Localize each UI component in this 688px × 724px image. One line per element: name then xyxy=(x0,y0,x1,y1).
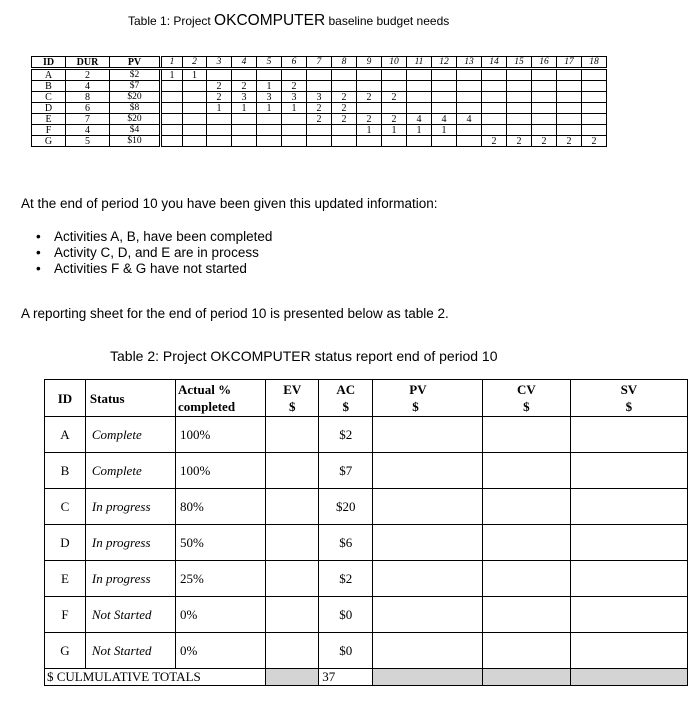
period-cell xyxy=(457,136,482,147)
planned-value-cell: $10 xyxy=(110,136,161,147)
actual-percent-cell: 0% xyxy=(176,597,266,633)
sv-cell xyxy=(570,489,687,525)
activity-row-d xyxy=(32,103,607,114)
period-cell xyxy=(207,125,232,136)
planned-value-cell: $8 xyxy=(110,103,161,114)
period-header: 18 xyxy=(582,57,607,69)
sv-cell xyxy=(570,633,687,669)
cv-total-cell xyxy=(482,669,570,686)
update-bullet-list xyxy=(36,229,272,277)
cv-cell xyxy=(482,633,570,669)
ac-cell: $6 xyxy=(319,525,373,561)
cumulative-totals-row xyxy=(45,669,688,686)
cv-cell xyxy=(482,453,570,489)
pv-total-cell xyxy=(373,669,483,686)
sv-cell xyxy=(570,561,687,597)
period-cell: 4 xyxy=(407,114,432,125)
intro-text: At the end of period 10 you have been given this updated information: xyxy=(21,196,438,211)
ac-cell: $2 xyxy=(319,561,373,597)
period-cell: 2 xyxy=(482,136,507,147)
cv-cell xyxy=(482,597,570,633)
status-id-cell: G xyxy=(45,633,86,669)
ev-cell xyxy=(266,633,319,669)
period-cell xyxy=(482,114,507,125)
period-cell xyxy=(207,136,232,147)
duration-cell: 6 xyxy=(66,103,110,114)
period-cell xyxy=(532,69,557,81)
ev-total-cell xyxy=(266,669,319,686)
table2-title: Table 2: Project OKCOMPUTER status report end of period 10 xyxy=(110,348,498,364)
period-header: 1 xyxy=(161,57,183,69)
period-cell xyxy=(161,103,183,114)
period-cell xyxy=(507,103,532,114)
sv-cell xyxy=(570,417,687,453)
table2-header-ev-line2: $ xyxy=(289,399,296,414)
period-cell xyxy=(582,103,607,114)
ac-cell: $0 xyxy=(319,633,373,669)
ev-cell xyxy=(266,417,319,453)
period-header: 2 xyxy=(183,57,207,69)
period-cell xyxy=(582,81,607,92)
period-header: 15 xyxy=(507,57,532,69)
period-cell: 2 xyxy=(332,103,357,114)
period-cell xyxy=(382,81,407,92)
period-cell xyxy=(207,69,232,81)
period-cell xyxy=(282,114,307,125)
bullet-item: • Activities A, B, have been completed xyxy=(36,229,272,245)
actual-percent-cell: 100% xyxy=(176,417,266,453)
cv-cell xyxy=(482,525,570,561)
duration-cell: 5 xyxy=(66,136,110,147)
period-header: 12 xyxy=(432,57,457,69)
actual-percent-cell: 50% xyxy=(176,525,266,561)
period-cell: 1 xyxy=(207,103,232,114)
period-cell xyxy=(532,125,557,136)
table1-title-prefix: Table 1: Project xyxy=(128,14,215,28)
period-cell xyxy=(183,92,207,103)
status-row-d xyxy=(45,525,688,561)
period-cell xyxy=(532,92,557,103)
period-cell xyxy=(357,69,382,81)
period-cell: 2 xyxy=(207,81,232,92)
table2-header-ac xyxy=(319,380,373,417)
period-cell xyxy=(507,114,532,125)
period-header: 13 xyxy=(457,57,482,69)
period-cell xyxy=(482,69,507,81)
table2-header-ev-line1: EV xyxy=(283,382,302,397)
period-cell: 2 xyxy=(532,136,557,147)
period-cell xyxy=(257,136,282,147)
cumulative-totals-label: $ CULMULATIVE TOTALS xyxy=(45,669,266,686)
period-cell: 4 xyxy=(432,114,457,125)
activity-id-cell: D xyxy=(32,103,66,114)
activity-id-cell: G xyxy=(32,136,66,147)
status-id-cell: D xyxy=(45,525,86,561)
baseline-budget-table xyxy=(31,56,607,147)
period-cell xyxy=(457,81,482,92)
table1-title xyxy=(128,12,449,30)
activity-row-b xyxy=(32,81,607,92)
period-cell: 2 xyxy=(232,81,257,92)
status-row-f xyxy=(45,597,688,633)
status-cell: In progress xyxy=(85,489,175,525)
period-cell: 2 xyxy=(307,114,332,125)
period-cell xyxy=(183,81,207,92)
actual-percent-cell: 25% xyxy=(176,561,266,597)
period-header: 5 xyxy=(257,57,282,69)
period-header: 4 xyxy=(232,57,257,69)
period-cell xyxy=(557,125,582,136)
actual-percent-cell: 100% xyxy=(176,453,266,489)
table2-header-ac-line1: AC xyxy=(336,382,356,397)
period-cell: 3 xyxy=(307,92,332,103)
table1-title-project: OKCOMPUTER xyxy=(214,12,326,29)
period-cell xyxy=(307,69,332,81)
duration-cell: 2 xyxy=(66,69,110,81)
period-cell xyxy=(332,136,357,147)
table2-header-sv-line1: SV xyxy=(620,382,638,397)
status-cell: Not Started xyxy=(85,597,175,633)
status-row-e xyxy=(45,561,688,597)
table2-header-id: ID xyxy=(45,380,86,417)
period-cell xyxy=(232,136,257,147)
ev-cell xyxy=(266,597,319,633)
period-cell xyxy=(161,114,183,125)
period-cell xyxy=(582,125,607,136)
period-cell: 1 xyxy=(407,125,432,136)
period-cell xyxy=(232,69,257,81)
status-cell: Complete xyxy=(85,453,175,489)
table1-title-suffix: baseline budget needs xyxy=(325,14,450,28)
ev-cell xyxy=(266,453,319,489)
period-cell: 1 xyxy=(161,69,183,81)
period-cell xyxy=(482,125,507,136)
actual-percent-cell: 0% xyxy=(176,633,266,669)
ac-cell: $7 xyxy=(319,453,373,489)
period-cell xyxy=(282,69,307,81)
period-cell: 2 xyxy=(332,114,357,125)
period-cell xyxy=(282,125,307,136)
period-cell xyxy=(357,136,382,147)
activity-id-cell: B xyxy=(32,81,66,92)
ac-cell: $20 xyxy=(319,489,373,525)
pv-cell xyxy=(373,489,483,525)
period-cell xyxy=(183,114,207,125)
period-cell xyxy=(432,92,457,103)
pv-cell xyxy=(373,597,483,633)
period-cell xyxy=(257,114,282,125)
period-header: 11 xyxy=(407,57,432,69)
pv-cell xyxy=(373,417,483,453)
period-cell xyxy=(161,125,183,136)
activity-id-cell: C xyxy=(32,92,66,103)
ev-cell xyxy=(266,489,319,525)
table2-header-ev xyxy=(266,380,319,417)
bullet-item: • Activity C, D, and E are in process xyxy=(36,245,272,261)
period-cell xyxy=(382,69,407,81)
period-cell xyxy=(432,81,457,92)
cv-cell xyxy=(482,489,570,525)
reporting-text: A reporting sheet for the end of period 10 is presented below as table 2. xyxy=(21,306,449,321)
table2-header-sv-line2: $ xyxy=(625,399,633,414)
table2-header-cv-line2: $ xyxy=(523,399,530,414)
period-cell: 1 xyxy=(257,103,282,114)
period-cell xyxy=(507,92,532,103)
period-cell xyxy=(507,69,532,81)
status-id-cell: F xyxy=(45,597,86,633)
period-cell xyxy=(457,103,482,114)
table2-header-actual xyxy=(176,380,266,417)
table1-header-dur: DUR xyxy=(66,57,110,69)
duration-cell: 4 xyxy=(66,125,110,136)
period-cell xyxy=(457,92,482,103)
period-cell xyxy=(407,92,432,103)
period-header: 14 xyxy=(482,57,507,69)
period-cell: 2 xyxy=(557,136,582,147)
status-cell: In progress xyxy=(85,525,175,561)
period-cell: 2 xyxy=(307,103,332,114)
ev-cell xyxy=(266,525,319,561)
table2-header-row xyxy=(45,380,688,417)
activity-id-cell: E xyxy=(32,114,66,125)
period-cell xyxy=(582,114,607,125)
cv-cell xyxy=(482,417,570,453)
status-id-cell: E xyxy=(45,561,86,597)
period-cell: 2 xyxy=(357,114,382,125)
activity-row-f xyxy=(32,125,607,136)
period-cell xyxy=(332,125,357,136)
period-cell xyxy=(432,69,457,81)
sv-total-cell xyxy=(570,669,687,686)
planned-value-cell: $4 xyxy=(110,125,161,136)
period-cell xyxy=(457,69,482,81)
planned-value-cell: $20 xyxy=(110,92,161,103)
sv-cell xyxy=(570,525,687,561)
table2-header-cv xyxy=(482,380,570,417)
activity-row-c xyxy=(32,92,607,103)
period-cell: 2 xyxy=(582,136,607,147)
period-cell xyxy=(207,114,232,125)
period-header: 9 xyxy=(357,57,382,69)
period-cell xyxy=(382,136,407,147)
period-cell xyxy=(257,69,282,81)
period-cell: 2 xyxy=(357,92,382,103)
period-cell xyxy=(582,69,607,81)
planned-value-cell: $20 xyxy=(110,114,161,125)
ev-cell xyxy=(266,561,319,597)
status-row-g xyxy=(45,633,688,669)
activity-row-e xyxy=(32,114,607,125)
status-report-table xyxy=(44,379,688,686)
period-cell xyxy=(582,92,607,103)
period-cell xyxy=(307,81,332,92)
period-cell xyxy=(532,103,557,114)
status-id-cell: B xyxy=(45,453,86,489)
period-cell xyxy=(357,81,382,92)
period-cell xyxy=(557,81,582,92)
period-cell xyxy=(557,92,582,103)
period-cell xyxy=(407,69,432,81)
table2-header-pv xyxy=(373,380,483,417)
duration-cell: 4 xyxy=(66,81,110,92)
period-cell xyxy=(532,81,557,92)
period-cell: 2 xyxy=(207,92,232,103)
bullet-item: • Activities F & G have not started xyxy=(36,261,272,277)
period-header: 7 xyxy=(307,57,332,69)
period-cell xyxy=(307,136,332,147)
period-cell xyxy=(407,81,432,92)
ac-cell: $2 xyxy=(319,417,373,453)
pv-cell xyxy=(373,525,483,561)
table2-header-actual-line1: Actual % xyxy=(178,382,232,397)
period-cell: 3 xyxy=(257,92,282,103)
table2-header-pv-line2: $ xyxy=(412,399,419,414)
pv-cell xyxy=(373,453,483,489)
activity-id-cell: A xyxy=(32,69,66,81)
period-cell xyxy=(282,136,307,147)
period-cell xyxy=(457,125,482,136)
table1-header-pv: PV xyxy=(110,57,161,69)
period-cell xyxy=(183,103,207,114)
cv-cell xyxy=(482,561,570,597)
status-row-a xyxy=(45,417,688,453)
period-cell xyxy=(532,114,557,125)
period-cell: 1 xyxy=(257,81,282,92)
period-cell xyxy=(557,69,582,81)
table1-header-id: ID xyxy=(32,57,66,69)
period-cell: 1 xyxy=(382,125,407,136)
period-cell: 1 xyxy=(432,125,457,136)
period-cell xyxy=(482,92,507,103)
period-cell xyxy=(357,103,382,114)
duration-cell: 8 xyxy=(66,92,110,103)
period-cell: 1 xyxy=(232,103,257,114)
status-cell: In progress xyxy=(85,561,175,597)
period-cell xyxy=(232,114,257,125)
ac-cell: $0 xyxy=(319,597,373,633)
ac-total-cell: 37 xyxy=(319,669,373,686)
period-cell xyxy=(407,103,432,114)
activity-row-a xyxy=(32,69,607,81)
period-cell xyxy=(432,103,457,114)
period-cell: 4 xyxy=(457,114,482,125)
table1-header-row xyxy=(32,57,607,69)
duration-cell: 7 xyxy=(66,114,110,125)
period-cell: 3 xyxy=(232,92,257,103)
table2-header-actual-line2: completed xyxy=(178,399,236,414)
period-cell: 1 xyxy=(357,125,382,136)
period-cell xyxy=(482,81,507,92)
planned-value-cell: $2 xyxy=(110,69,161,81)
period-cell: 2 xyxy=(382,92,407,103)
period-cell: 1 xyxy=(183,69,207,81)
status-row-c xyxy=(45,489,688,525)
period-cell xyxy=(161,92,183,103)
period-cell xyxy=(183,136,207,147)
status-cell: Not Started xyxy=(85,633,175,669)
status-cell: Complete xyxy=(85,417,175,453)
period-cell xyxy=(161,136,183,147)
period-cell: 2 xyxy=(332,92,357,103)
period-cell xyxy=(557,103,582,114)
status-id-cell: A xyxy=(45,417,86,453)
planned-value-cell: $7 xyxy=(110,81,161,92)
period-cell xyxy=(307,125,332,136)
period-header: 17 xyxy=(557,57,582,69)
period-cell xyxy=(432,136,457,147)
period-cell: 1 xyxy=(282,103,307,114)
period-header: 10 xyxy=(382,57,407,69)
pv-cell xyxy=(373,561,483,597)
status-id-cell: C xyxy=(45,489,86,525)
period-cell xyxy=(257,125,282,136)
sv-cell xyxy=(570,453,687,489)
period-cell xyxy=(332,81,357,92)
period-cell xyxy=(382,103,407,114)
period-header: 8 xyxy=(332,57,357,69)
table2-header-sv xyxy=(570,380,687,417)
period-cell: 3 xyxy=(282,92,307,103)
period-cell xyxy=(407,136,432,147)
table2-header-cv-line1: CV xyxy=(516,382,536,397)
period-cell xyxy=(332,69,357,81)
actual-percent-cell: 80% xyxy=(176,489,266,525)
period-header: 3 xyxy=(207,57,232,69)
period-cell xyxy=(507,81,532,92)
period-cell xyxy=(161,81,183,92)
sv-cell xyxy=(570,597,687,633)
activity-id-cell: F xyxy=(32,125,66,136)
period-header: 6 xyxy=(282,57,307,69)
period-header: 16 xyxy=(532,57,557,69)
period-cell xyxy=(232,125,257,136)
period-cell xyxy=(507,125,532,136)
period-cell xyxy=(183,125,207,136)
period-cell xyxy=(557,114,582,125)
activity-row-g xyxy=(32,136,607,147)
table2-header-pv-line1: PV xyxy=(409,382,427,397)
table2-header-status: Status xyxy=(85,380,175,417)
period-cell: 2 xyxy=(507,136,532,147)
period-cell: 2 xyxy=(382,114,407,125)
table2-header-ac-line2: $ xyxy=(342,399,349,414)
pv-cell xyxy=(373,633,483,669)
period-cell: 2 xyxy=(282,81,307,92)
status-row-b xyxy=(45,453,688,489)
period-cell xyxy=(482,103,507,114)
